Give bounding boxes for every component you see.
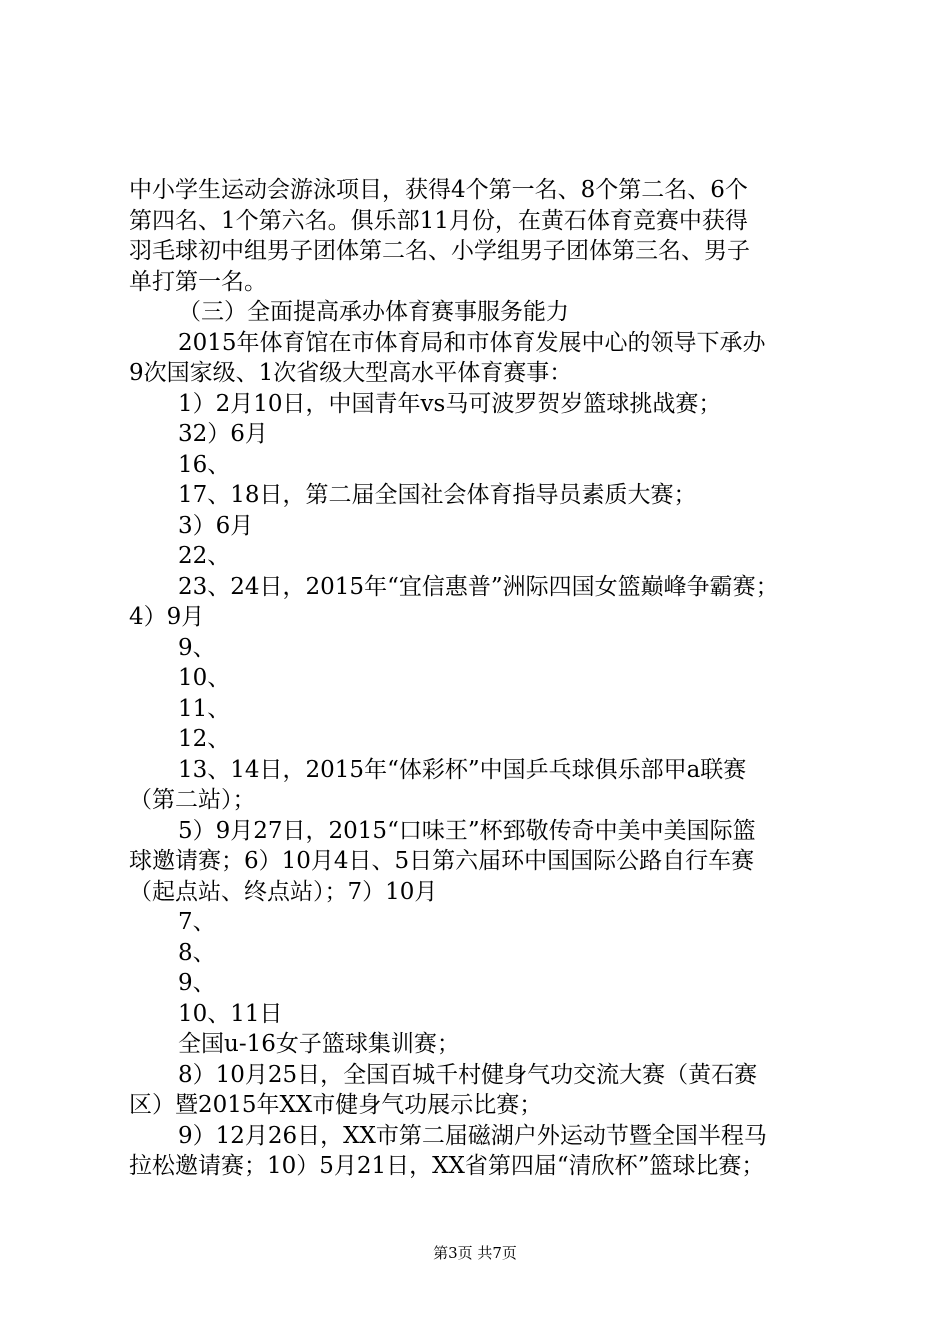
text-line: 8）10月25日，全国百城千村健身气功交流大赛（黄石赛 [178,1061,758,1088]
text-line: 9、 [178,634,216,661]
text-line: （起点站、终点站）；7）10月 [129,878,438,905]
text-line: 羽毛球初中组男子团体第二名、小学组男子团体第三名、男子 [129,238,750,264]
text-line: 拉松邀请赛；10）5月21日，XX省第四届“清欣杯”篮球比赛； [129,1153,765,1179]
page-footer [0,1243,950,1263]
document-body [129,175,844,1182]
text-line: 球邀请赛；6）10月4日、5日第六届环中国国际公路自行车赛 [129,848,755,874]
text-line: 10、11日 [178,1000,283,1027]
text-line: 2015年体育馆在市体育局和市体育发展中心的领导下承办 [178,329,766,356]
text-line: 中小学生运动会游泳项目，获得4个第一名、8个第二名、6个 [129,177,748,203]
text-line: 13、14日，2015年“体彩杯”中国乒乓球俱乐部甲a联赛 [178,756,747,783]
text-line: 1）2月10日，中国青年vs马可波罗贺岁篮球挑战赛； [178,390,722,417]
text-line: 单打第一名。 [129,268,267,295]
text-line: 11、 [178,695,231,722]
page-number-label: 第3页 共7页 [433,1244,517,1262]
text-line: 9）12月26日，XX市第二届磁湖户外运动节暨全国半程马 [178,1122,767,1149]
text-line: 12、 [178,726,231,752]
text-line: 32）6月 [178,421,268,447]
text-line: 第四名、1个第六名。俱乐部11月份，在黄石体育竞赛中获得 [129,207,748,234]
text-line: 3）6月 [178,512,254,539]
text-line: 8、 [178,939,216,966]
text-line: 22、 [178,543,231,569]
text-line: 区）暨2015年XX市健身气功展示比赛； [129,1092,543,1118]
text-line: 9次国家级、1次省级大型高水平体育赛事： [129,360,573,386]
text-line: 5）9月27日，2015“口味王”杯郅敬传奇中美中美国际篮 [178,817,756,844]
text-line: 9、 [178,970,216,996]
text-line: 23、24日，2015年“宜信惠普”洲际四国女篮巅峰争霸赛； [178,573,779,600]
text-line: 17、18日，第二届全国社会体育指导员素质大赛； [178,482,697,508]
text-line: 4）9月 [129,604,205,630]
text-line: （第二站）； [129,787,256,813]
text-line: 10、 [178,665,231,691]
text-line: 7、 [178,909,216,935]
text-line: 全国u-16女子篮球集训赛； [178,1031,460,1057]
text-line: 16、 [178,451,231,478]
text-line: （三）全面提高承办体育赛事服务能力 [178,299,569,325]
